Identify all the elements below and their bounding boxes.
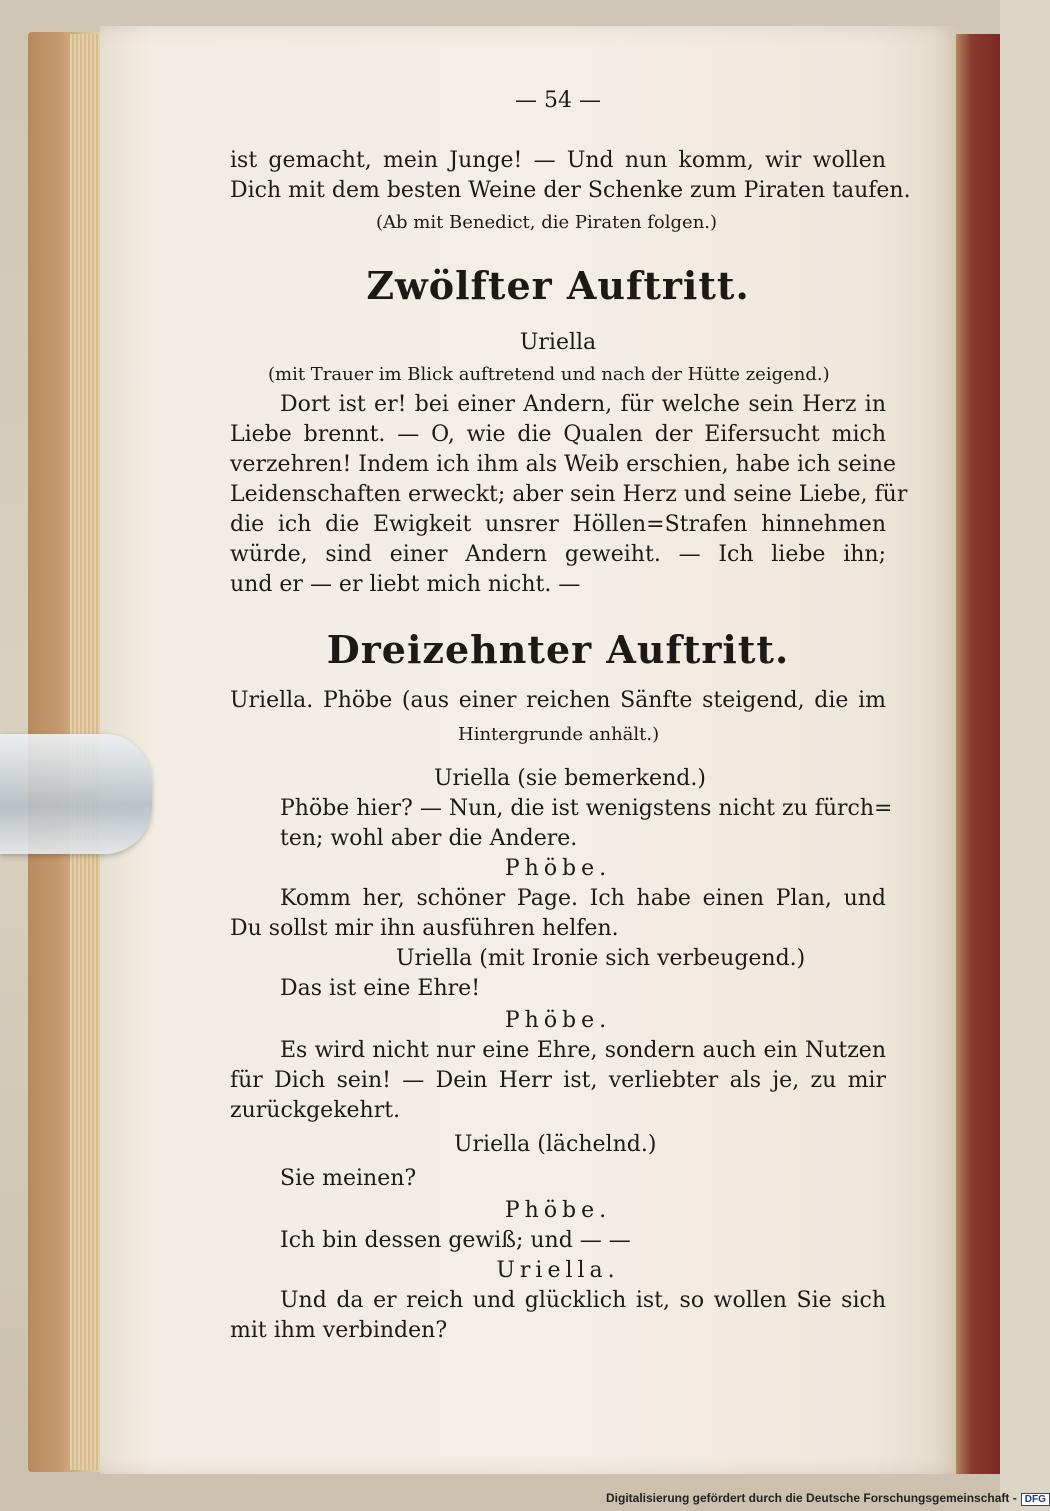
scene-heading: Zwölfter Auftritt. (366, 263, 750, 308)
text-line: Ich bin dessen gewiß; und — — (280, 1228, 631, 1253)
text-line: Und da er reich und glücklich ist, so wollen Sie sich (280, 1288, 886, 1313)
text-line: Komm her, schöner Page. Ich habe einen Plan, und (280, 886, 886, 911)
text-line: Du sollst mir ihn ausführen helfen. (230, 916, 619, 941)
speaker-name: Uriella (519, 330, 597, 355)
text-line: Sie meinen? (280, 1166, 417, 1191)
scene-heading: Dreizehnter Auftritt. (326, 627, 790, 672)
text-line: Phöbe hier? — Nun, die ist wenigstens nicht zu fürch= (280, 796, 893, 821)
digitization-footer (606, 1491, 1050, 1506)
speaker-line: Uriella (sie bemerkend.) (434, 766, 706, 791)
footer-text: Digitalisierung gefördert durch die Deutsche Forschungsgemeinschaft - (606, 1491, 1017, 1505)
text-line: mit ihm verbinden? (230, 1318, 448, 1343)
stage-direction: Hintergrunde anhält.) (458, 724, 660, 745)
text-line: Liebe brennt. — O, wie die Qualen der Eifersucht mich (230, 422, 886, 447)
right-book-cover (956, 34, 1000, 1474)
text-line: ist gemacht, mein Junge! — Und nun komm, wir wollen (230, 148, 886, 173)
text-line: verzehren! Indem ich ihm als Weib erschien, habe ich seine (230, 452, 897, 477)
page-holder-clip (0, 734, 152, 854)
text-line: und er — er liebt mich nicht. — (230, 572, 581, 597)
text-line: Dort ist er! bei einer Andern, für welche sein Herz in (280, 392, 886, 417)
text-line: würde, sind einer Andern geweiht. — Ich liebe ihn; (230, 542, 886, 567)
text-line: Leidenschaften erweckt; aber sein Herz und seine Liebe, für (230, 482, 908, 507)
text-line: Uriella. Phöbe (aus einer reichen Sänfte steigend, die im (230, 688, 886, 713)
speaker-line: Uriella (lächelnd.) (454, 1132, 657, 1157)
stage-direction: (mit Trauer im Blick auftretend und nach der Hütte zeigend.) (268, 364, 830, 385)
stage-direction: (Ab mit Benedict, die Piraten folgen.) (376, 212, 718, 233)
text-line: die ich die Ewigkeit unsrer Höllen=Strafen hinnehmen (230, 512, 886, 537)
speaker-name: Uriella. (496, 1258, 620, 1283)
speaker-name: Phöbe. (504, 1198, 612, 1223)
text-line: zurückgekehrt. (230, 1098, 401, 1123)
dfg-logo-icon: DFG (1021, 1493, 1050, 1506)
page-number: — 54 — (515, 88, 601, 113)
text-line: für Dich sein! — Dein Herr ist, verliebter als je, zu mir (230, 1068, 886, 1093)
speaker-name: Phöbe. (504, 1008, 612, 1033)
text-line: Es wird nicht nur eine Ehre, sondern auch ein Nutzen (280, 1038, 886, 1063)
text-line: Das ist eine Ehre! (280, 976, 481, 1001)
speaker-line: Uriella (mit Ironie sich verbeugend.) (396, 946, 806, 971)
text-line: Dich mit dem besten Weine der Schenke zum Piraten taufen. (230, 178, 911, 203)
speaker-name: Phöbe. (504, 856, 612, 881)
text-line: ten; wohl aber die Andere. (280, 826, 578, 851)
